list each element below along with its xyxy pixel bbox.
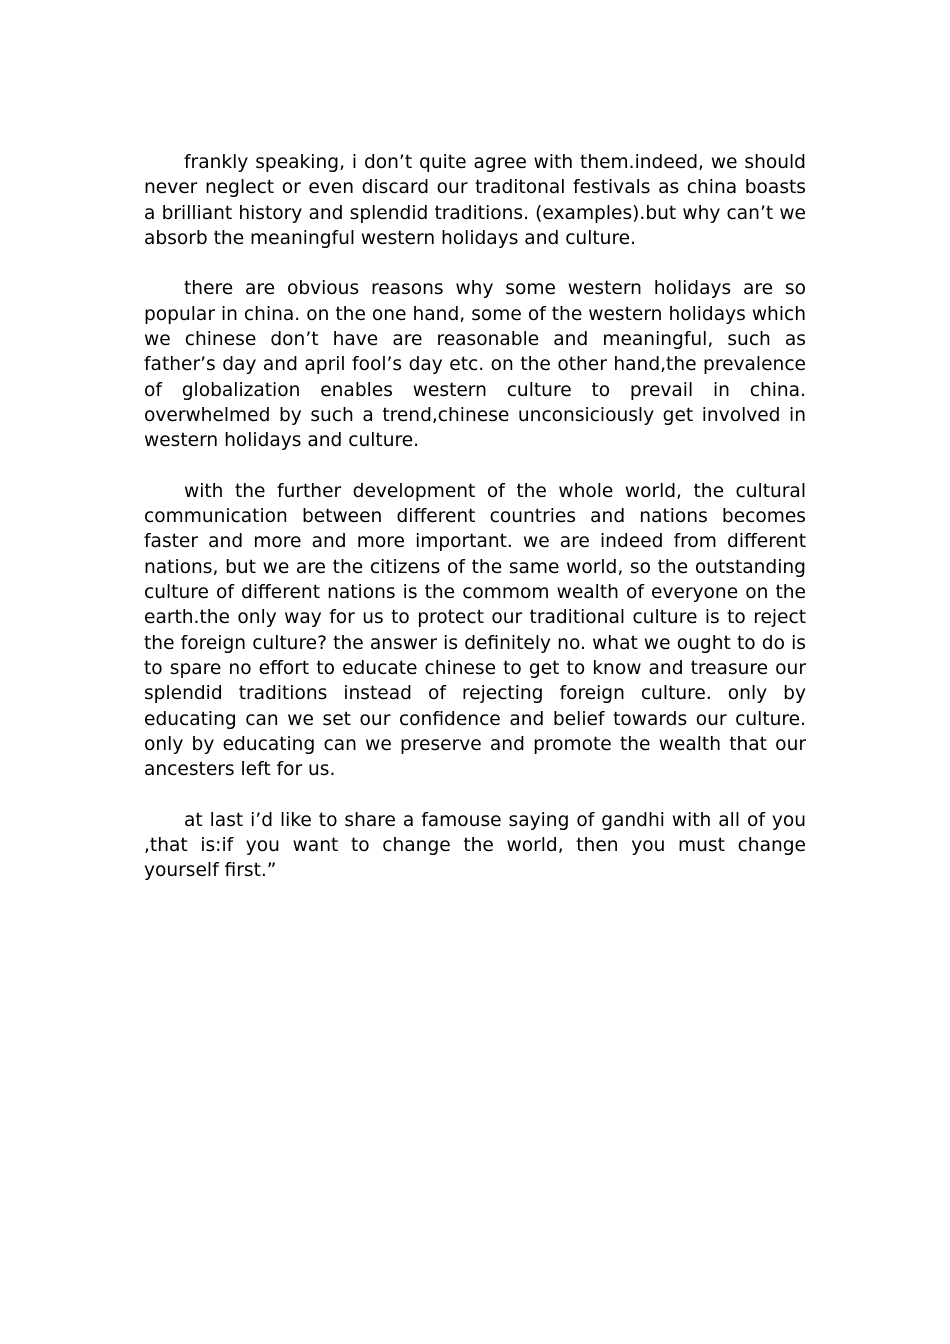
paragraph-2: there are obvious reasons why some western holidays are so popular in china. on the one hand, some of the western holidays which we chinese don’t have are reasonable and meaningful, such as father’s day and april fool’s day etc. on the other hand,the prevalence of globalization enables western culture to prevail in china. overwhelmed by such a trend,chinese unconsiciously get involved in western holidays and culture. [144, 278, 806, 452]
document-body [144, 150, 806, 884]
paragraph-1: frankly speaking, i don’t quite agree with them.indeed, we should never neglect or even discard our traditonal festivals as china boasts a brilliant history and splendid traditions. (examples).but why can’t we absorb the meaningful western holidays and culture. [144, 152, 806, 249]
paragraph-3: with the further development of the whole world, the cultural communication between different countries and nations becomes faster and more and more important. we are indeed from different nations, but we are the citizens of the same world, so the outstanding culture of different nations is the commom wealth of everyone on the earth.the only way for us to protect our traditional culture is to reject the foreign culture? the answer is definitely no. what we ought to do is to spare no effort to educate chinese to get to know and treasure our splendid traditions instead of rejecting foreign culture. only by educating can we set our confidence and belief towards our culture. only by educating can we preserve and promote the wealth that our ancesters left for us. [144, 480, 806, 781]
paragraph-4: at last i’d like to share a famouse saying of gandhi with all of you ,that is:if you want to change the world, then you must change yourself first.” [144, 809, 806, 882]
